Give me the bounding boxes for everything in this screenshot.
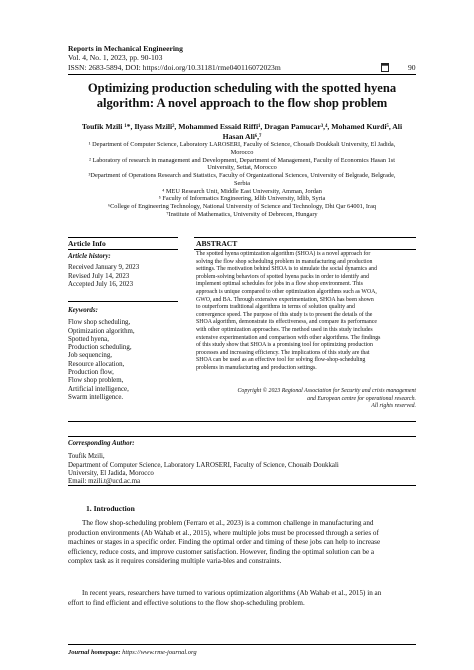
abstract-line: extensive experimentation and comparison with other algorithms. The findings xyxy=(196,334,381,341)
intro-line: efficiency, reduce costs, and improve customer satisfaction. However, finding the optimal solution can be a xyxy=(68,547,375,556)
corresponding-heading: Corresponding Author: xyxy=(68,440,135,447)
journal-issn-doi: ISSN: 2683-5894, DOI: https://doi.org/10.31181/rme040116072023m xyxy=(68,62,281,72)
affiliations xyxy=(72,141,412,219)
copyright-line: Copyright © 2023 Regional Association for Security and crisis management xyxy=(237,388,416,394)
abstract-line: SHOA algorithm, demonstrate its effectiveness, and compare its performance xyxy=(196,319,377,326)
keywords-block xyxy=(68,307,177,402)
article-info-top-rule xyxy=(68,237,178,238)
abstract-line: approach is unique compared to other optimization algorithms such as WOA, xyxy=(196,288,377,295)
corresponding-dept: Department of Computer Science, Laboratory LAROSERI, Faculty of Science, Chouaib Doukkali xyxy=(68,461,339,469)
affiliation-line: ⁷Institute of Mathematics, University of Debrecen, Hungary xyxy=(166,210,318,218)
intro-line: effort to find efficient and effective solutions to the flow shop-scheduling problem. xyxy=(68,598,305,607)
abstract-top-rule xyxy=(194,237,416,238)
abstract-line: convergence speed. The purpose of this study is to present the details of the xyxy=(196,311,373,318)
abstract-line: processes and increasing efficiency. The implications of this study are that xyxy=(196,349,370,356)
keyword: Optimization algorithm, xyxy=(68,327,135,335)
history-revised: Revised July 14, 2023 xyxy=(68,272,130,280)
affiliation-line: Serbia xyxy=(233,179,251,187)
keyword: Spotted hyena, xyxy=(68,335,109,343)
article-info-heading: Article Info xyxy=(68,239,106,248)
abstract-bottom-rule xyxy=(68,421,416,422)
journal-name: Reports in Mechanical Engineering xyxy=(68,44,183,53)
title-line-2: algorithm: A novel approach to the flow shop problem xyxy=(96,96,388,110)
authors-line-1: Toufik Mzili ¹*, Ilyass Mzili², Mohammed Essaid Riffi¹, Dragan Pamucar³,⁴, Mohamed Kurdi⁵, Ali xyxy=(81,122,403,131)
history-label: Article history: xyxy=(68,253,111,260)
header-rule xyxy=(68,74,416,75)
intro-line: machines or stages in a specific order. Finding the optimal order and timing of these jobs can help to increase xyxy=(68,538,381,547)
author-list xyxy=(68,122,416,141)
intro-paragraph-1 xyxy=(68,519,416,567)
abstract-line: to outperform traditional algorithms in terms of solution quality and xyxy=(196,304,355,311)
authors-line-2: Hasan Ali⁶,⁷ xyxy=(222,131,262,141)
copyright-line: All rights reserved. xyxy=(371,403,416,410)
keyword: Job sequencing, xyxy=(68,352,113,360)
intro-line: The flow shop-scheduling problem (Ferraro et al., 2023) is a common challenge in manufacturing and xyxy=(82,519,374,527)
corresponding-top-rule xyxy=(68,436,416,437)
corresponding-email: Email: mzili.t@ucd.ac.ma xyxy=(68,478,141,486)
corresponding-bottom-rule xyxy=(68,485,416,486)
copyright-notice xyxy=(196,388,416,411)
keyword: Production flow, xyxy=(68,369,114,377)
copyright-line: and European centre for operational research. xyxy=(307,395,416,402)
article-title xyxy=(68,81,416,111)
abstract-line: of this study show that SHOA is a promising tool for optimizing production xyxy=(196,342,373,349)
abstract-heading: ABSTRACT xyxy=(196,239,238,248)
section-heading-introduction: 1. Introduction xyxy=(86,504,135,513)
article-info-heading-rule xyxy=(68,249,178,250)
affiliation-line: ⁴ MEU Research Unit, Middle East University, Amman, Jordan xyxy=(162,187,322,195)
corresponding-univ: University, El Jadida, Morocco xyxy=(68,469,154,477)
article-history xyxy=(68,253,177,289)
affiliation-line: ³Department of Operations Research and Statistics, Faculty of Organizational Sciences, University of Belgrade, Belgrade, xyxy=(88,172,396,179)
keyword: Production scheduling, xyxy=(68,344,132,352)
affiliation-line: University, Settat, Morocco xyxy=(207,164,277,172)
affiliation-line: ² Laboratory of research in management and Development, Department of Management, Faculty of Economics Hasan 1st xyxy=(89,156,395,164)
intro-paragraph-2 xyxy=(68,589,416,608)
journal-homepage xyxy=(68,649,197,656)
homepage-label: Journal homepage: xyxy=(68,649,121,656)
keyword: Resource allocation, xyxy=(68,360,125,368)
corresponding-author xyxy=(68,440,416,486)
abstract-body xyxy=(196,251,416,373)
journal-header xyxy=(68,44,281,72)
history-bottom-rule xyxy=(68,301,178,302)
affiliation-line: ⁵ Faculty of Informatics Engineering, Idlib University, Idlib, Syria xyxy=(158,195,326,203)
keyword: Swarm intelligence. xyxy=(68,393,124,401)
abstract-heading-rule xyxy=(194,249,416,250)
intro-line: complex task as it requires considering multiple varia-bles and constraints. xyxy=(68,557,282,566)
footer-rule xyxy=(68,644,416,645)
abstract-line: implement optimal schedules for jobs in a flow shop environment. This xyxy=(196,281,363,288)
corresponding-name: Toufik Mzili, xyxy=(68,453,105,461)
abstract-line: solving the flow shop scheduling problem in manufacturing and production xyxy=(196,258,373,265)
keyword: Flow shop scheduling, xyxy=(68,319,131,327)
affiliation-line: ¹ Department of Computer Science, Laboratory LAROSERI, Faculty of Science, Chouaib Doukkali University, El Jadida, xyxy=(88,141,396,148)
abstract-line: The spotted hyena optimization algorithm (SHOA) is a novel approach for xyxy=(196,251,371,257)
affiliation-line: Morocco xyxy=(230,148,254,156)
keyword: Flow shop problem, xyxy=(68,377,124,385)
abstract-line: problems in manufacturing and production settings. xyxy=(196,364,317,371)
keyword: Artificial intelligence, xyxy=(68,385,129,393)
journal-volume: Vol. 4, No. 1, 2023, pp. 90-103 xyxy=(68,53,163,63)
intro-line: production environments (Ab Wahab et al., 2015), where multiple jobs must be processed through a series of xyxy=(68,528,379,537)
document-icon xyxy=(381,63,389,72)
affiliation-line: ⁶College of Engineering Technology, National University of Science and Technology, Dhi Qar 64001, Iraq xyxy=(107,203,377,210)
abstract-line: GWO, and BA. Through extensive experimentation, SHOA has been shown xyxy=(196,296,374,303)
abstract-line: SHOA can be used as an effective tool for solving flow-shop-scheduling xyxy=(196,357,366,364)
abstract-line: settings. The motivation behind SHOA is to simulate the social dynamics and xyxy=(196,266,378,273)
page-number: 90 xyxy=(408,63,416,72)
keywords-label: Keywords: xyxy=(68,307,98,314)
history-accepted: Accepted July 16, 2023 xyxy=(68,280,134,288)
title-line-1: Optimizing production scheduling with the spotted hyena xyxy=(87,81,397,95)
abstract-line: with other optimization approaches. The method used in this study includes xyxy=(196,326,373,333)
history-received: Received January 9, 2023 xyxy=(68,264,140,272)
intro-line: In recent years, researchers have turned to various optimization algorithms (Ab Wahab et al., 2015) in an xyxy=(82,589,382,597)
abstract-line: problem-solving behaviors of spotted hyena packs in order to identify and xyxy=(196,273,369,280)
homepage-link[interactable]: https://www.rme-journal.org xyxy=(122,649,197,656)
